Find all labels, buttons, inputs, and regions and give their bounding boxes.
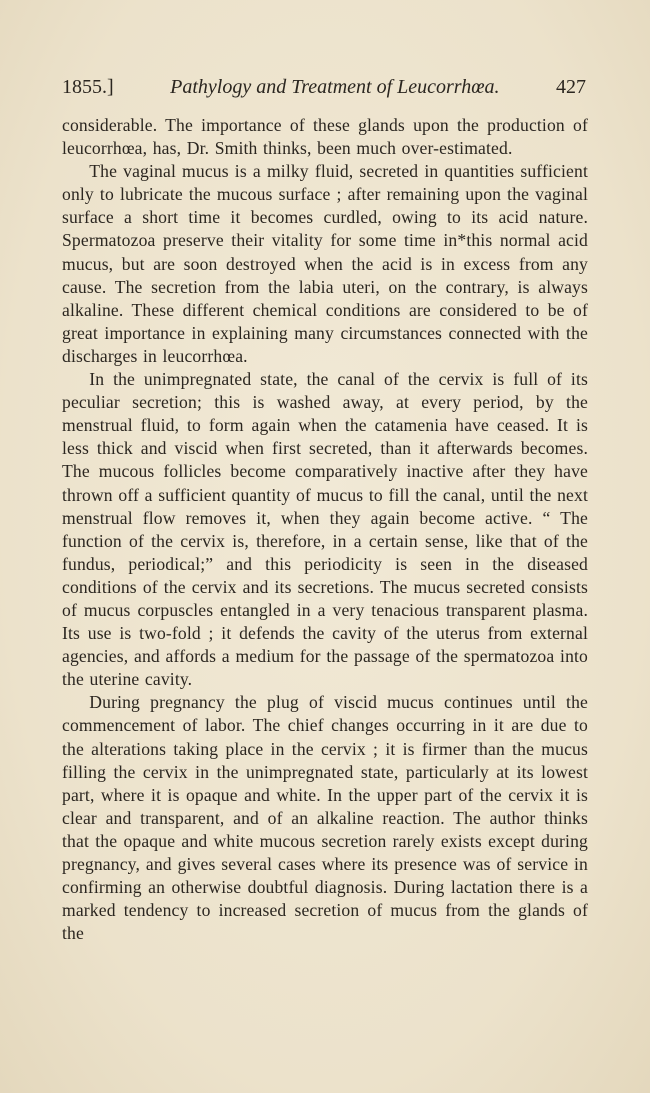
header-year: 1855.]: [62, 76, 114, 98]
running-header: [62, 76, 586, 99]
header-title: Pathylogy and Treatment of Leucorrhœa.: [170, 76, 500, 98]
paragraph: In the unimpregnated state, the canal of the cervix is full of its peculiar secretion; this is washed away, at every period, by the menstrual fluid, to form again when the catamenia have ceased. It is less thick and viscid when first secreted, than it afterwards becomes. The mucous follicles become comparatively inactive after they have thrown off a sufficient quantity of mucus to fill the canal, until the next menstrual flow removes it, when they again become active. “ The function of the cervix is, therefore, in a certain sense, like that of the fundus, periodical;” and this periodicity is seen in the diseased conditions of the cervix and its secretions. The mucus secreted consists of mucus corpuscles entangled in a very tenacious transparent plasma. Its use is two-fold ; it defends the cavity of the uterus from external agencies, and affords a medium for the passage of the spermatozoa into the uterine cavity.: [62, 369, 588, 690]
page-number: 427: [555, 76, 586, 98]
paragraph: The vaginal mucus is a milky fluid, secreted in quantities sufficient only to lubricate the mucous surface ; after remaining upon the vaginal surface a short time it becomes curdled, owing to its acid nature. Spermatozoa preserve their vitality for some time in*this normal acid mucus, but are soon destroyed when the acid is in excess from any cause. The secretion from the labia uteri, on the contrary, is always alkaline. These different chemical conditions are considered to be of great importance in explaining many circumstances connected with the discharges in leucorrhœa.: [62, 161, 588, 366]
body-text: [62, 114, 588, 945]
paragraph: considerable. The importance of these glands upon the production of leucorrhœa, has, Dr. Smith thinks, been much over-estimated.: [62, 115, 588, 159]
paragraph: During pregnancy the plug of viscid mucus continues until the commencement of labor. The chief changes occurring in it are due to the alterations taking place in the cervix ; it is firmer than the mucus filling the cervix in the unimpregnated state, particularly at its lowest part, where it is opaque and white. In the upper part of the cervix it is clear and transparent, and of an alkaline reaction. The author thinks that the opaque and white mucous secretion rarely exists except during pregnancy, and gives several cases where its presence was of service in confirming an otherwise doubtful diagnosis. During lactation there is a marked tendency to increased secretion of mucus from the glands of the: [62, 692, 588, 944]
